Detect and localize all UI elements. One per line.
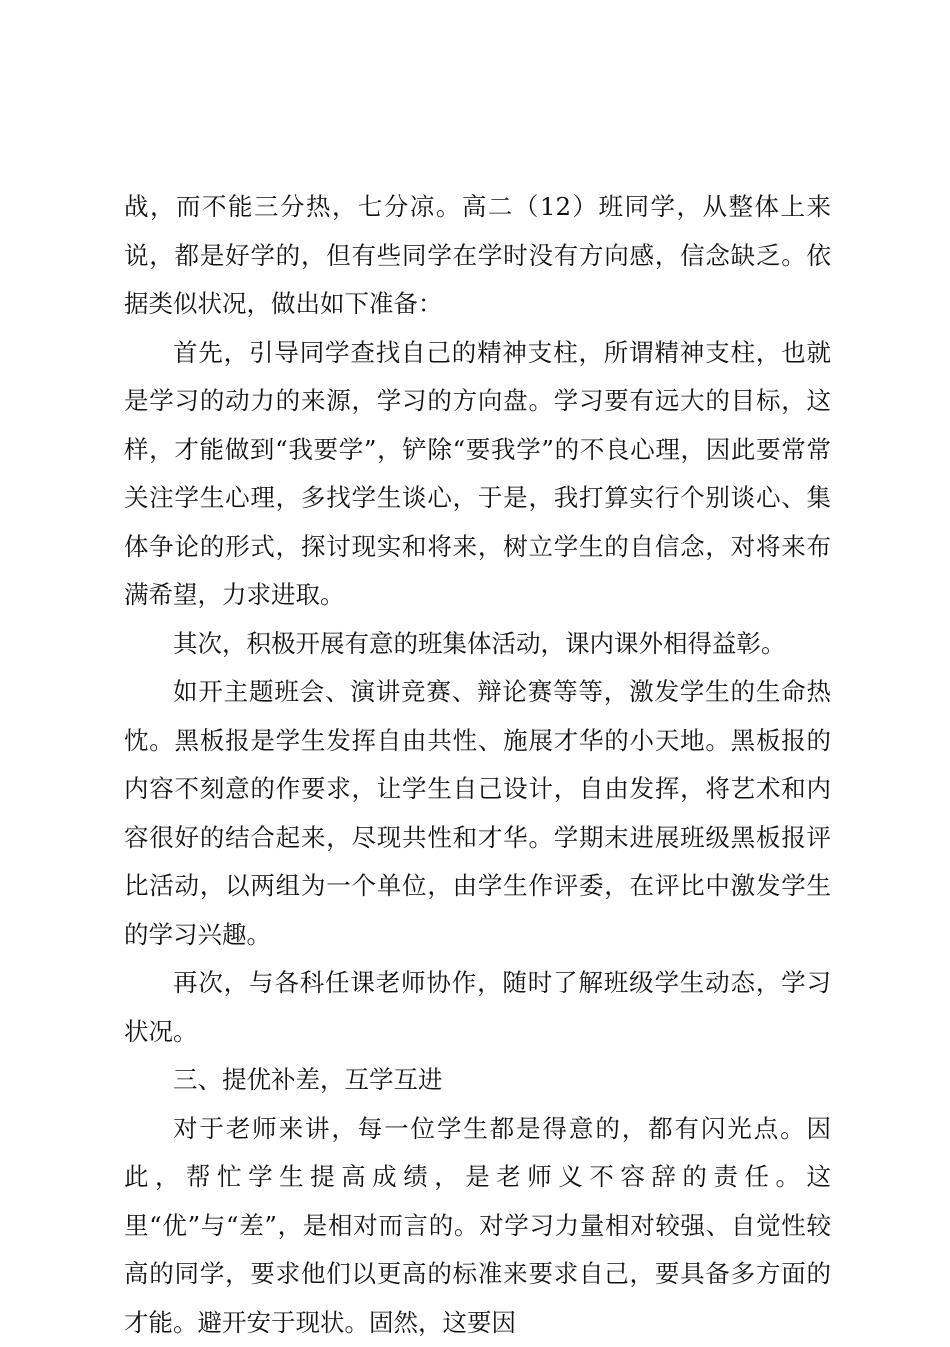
paragraph-5: 再次，与各科任课老师协作，随时了解班级学生动态，学习状况。 <box>124 959 831 1056</box>
paragraph-1: 战，而不能三分热，七分凉。高二（12）班同学，从整体上来说，都是好学的，但有些同学在学时没有方向感，信念缺乏。依据类似状况，做出如下准备： <box>124 183 831 329</box>
paragraph-3: 其次，积极开展有意的班集体活动，课内课外相得益彰。 <box>124 620 831 669</box>
paragraph-4: 如开主题班会、演讲竞赛、辩论赛等等，激发学生的生命热忱。黑板报是学生发挥自由共性、施展才华的小天地。黑板报的内容不刻意的作要求，让学生自己设计，自由发挥，将艺术和内容很好的结合起来，尽现共性和才华。学期末进展班级黑板报评比活动，以两组为一个单位，由学生作评委，在评比中激发学生的学习兴趣。 <box>124 668 831 959</box>
document-body <box>124 183 831 1347</box>
paragraph-2: 首先，引导同学查找自己的精神支柱，所谓精神支柱，也就是学习的动力的来源，学习的方向盘。学习要有远大的目标，这样，才能做到“我要学”，铲除“要我学”的不良心理，因此要常常关注学生心理，多找学生谈心，于是，我打算实行个别谈心、集体争论的形式，探讨现实和将来，树立学生的自信念，对将来布满希望，力求进取。 <box>124 329 831 620</box>
paragraph-6: 对于老师来讲，每一位学生都是得意的，都有闪光点。因此，帮忙学生提高成绩，是老师义不容辞的责任。这里“优”与“差”，是相对而言的。对学习力量相对较强、自觉性较高的同学，要求他们以更高的标准来要求自己，要具备多方面的才能。避开安于现状。固然，这要因 <box>124 1105 831 1347</box>
section-heading: 三、提优补差，互学互进 <box>124 1056 831 1105</box>
